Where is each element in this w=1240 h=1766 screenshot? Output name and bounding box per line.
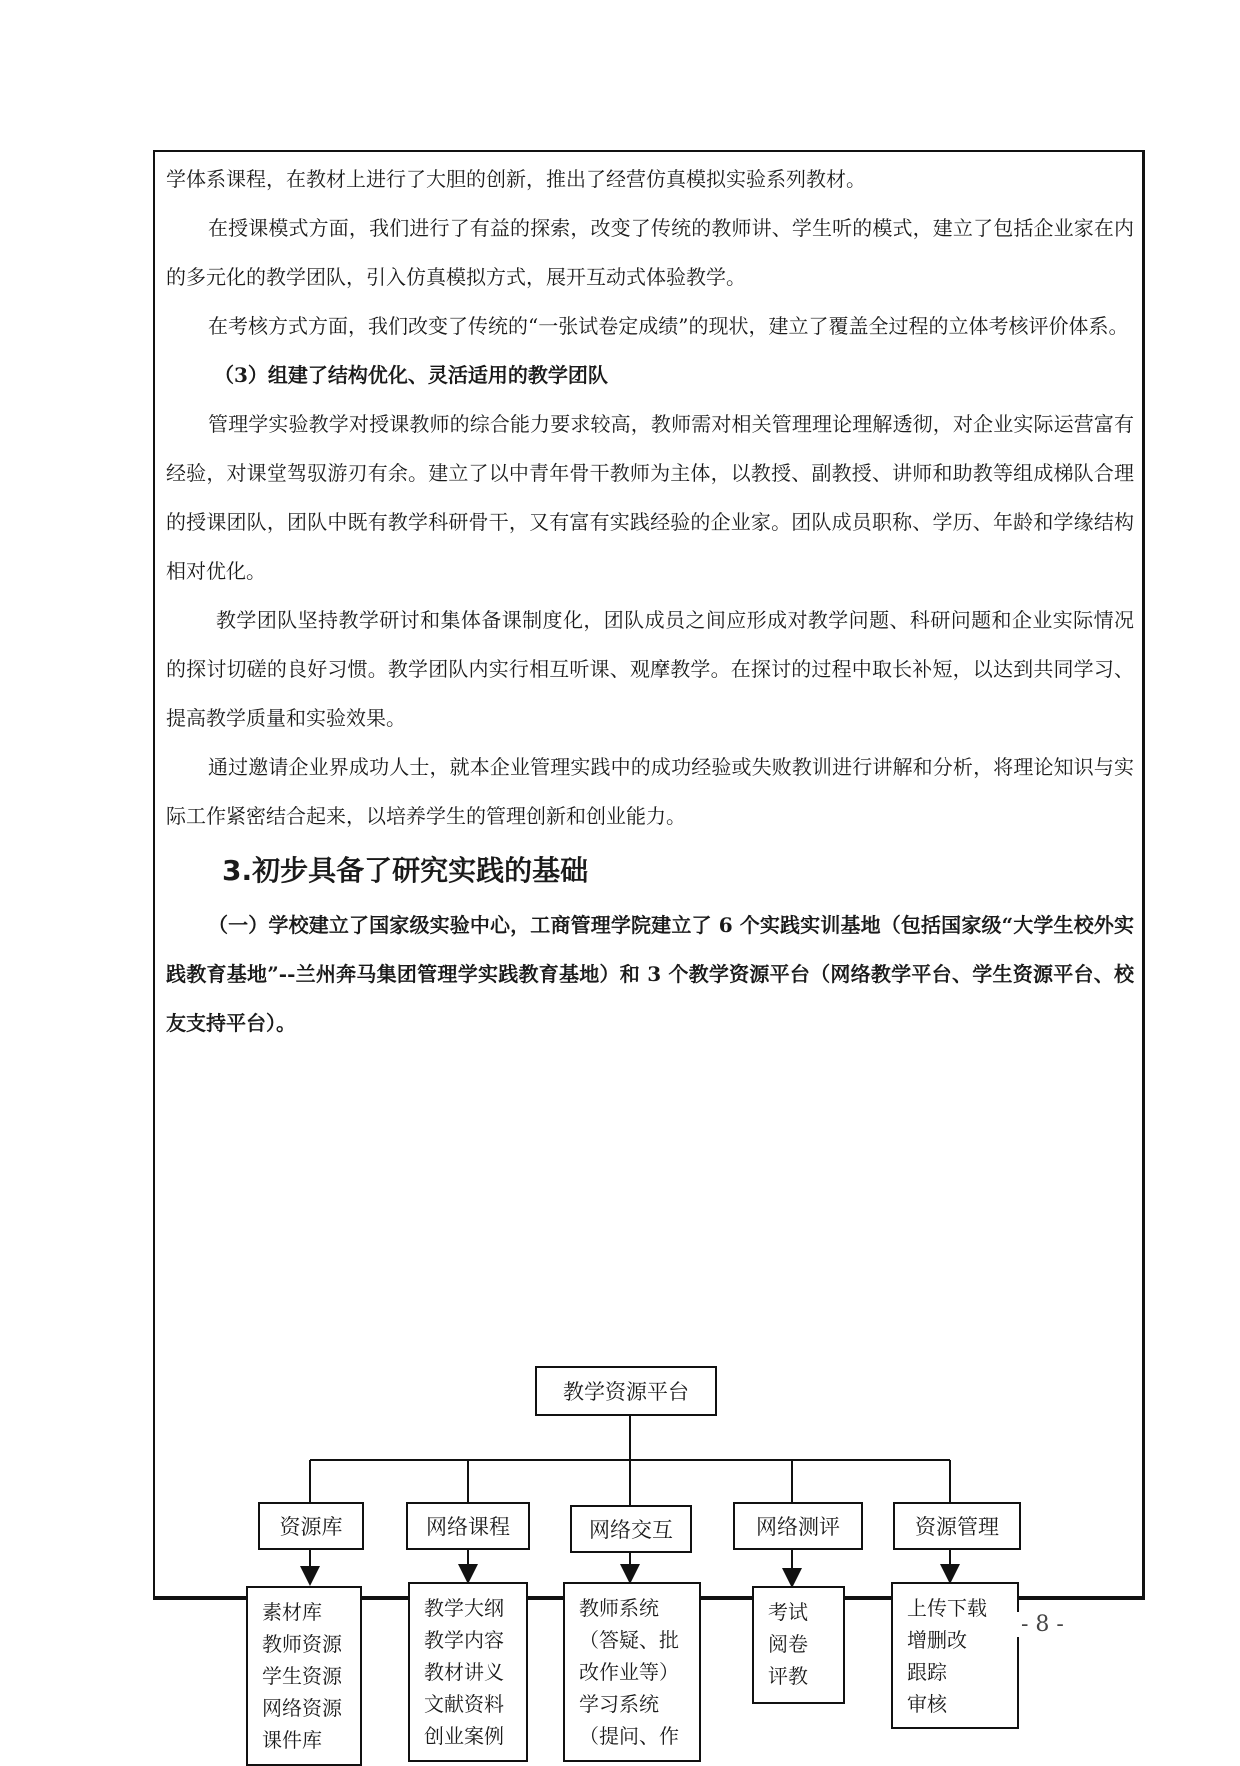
leaf-item: 教师系统: [579, 1596, 659, 1620]
paragraph-7: （一）学校建立了国家级实验中心，工商管理学院建立了 6 个实践实训基地（包括国家级“大学生校外实践教育基地”--兰州奔马集团管理学实践教育基地）和 3 个教学资源平台（网络教学平台、学生资源平台、校友支持平台）。: [166, 913, 1134, 1035]
leaf-item: 教学大纲: [424, 1596, 504, 1620]
leaf-item: 增删改: [907, 1628, 967, 1652]
branch-label: 网络交互: [589, 1518, 673, 1542]
leaf-box-online-course: [408, 1582, 528, 1762]
leaf-box-resource-management: [891, 1582, 1019, 1729]
diagram-root-label: 教学资源平台: [563, 1380, 689, 1404]
leaf-item: （提问、作: [579, 1724, 679, 1748]
subheading-teaching-team: （3）组建了结构优化、灵活适用的教学团队: [214, 363, 608, 387]
branch-label: 资源管理: [915, 1515, 999, 1539]
leaf-item: 学生资源: [262, 1664, 342, 1688]
branch-box: [258, 1502, 364, 1550]
paragraph-5: 教学团队坚持教学研讨和集体备课制度化，团队成员之间应形成对教学问题、科研问题和企业实际情况的探讨切磋的良好习惯。教学团队内实行相互听课、观摩教学。在探讨的过程中取长补短，以达到共同学习、提高教学质量和实验效果。: [166, 608, 1134, 730]
branch-label: 网络测评: [756, 1515, 840, 1539]
leaf-box-online-assessment: [752, 1586, 845, 1704]
leaf-item: 文献资料: [424, 1692, 504, 1716]
leaf-box-online-interaction: [563, 1582, 701, 1762]
branch-label: 资源库: [279, 1515, 343, 1539]
leaf-item: 教师资源: [262, 1632, 342, 1656]
leaf-item: 阅卷: [768, 1632, 808, 1656]
branch-box: [570, 1505, 692, 1553]
leaf-item: （答疑、批: [579, 1628, 679, 1652]
branch-box: [733, 1502, 863, 1550]
leaf-item: 网络资源: [262, 1696, 342, 1720]
leaf-item: 审核: [907, 1692, 947, 1716]
branch-box: [406, 1502, 530, 1550]
paragraph-1: 学体系课程，在教材上进行了大胆的创新，推出了经营仿真模拟实验系列教材。: [166, 167, 866, 191]
leaf-item: 教学内容: [424, 1628, 504, 1652]
leaf-item: 创业案例: [424, 1724, 504, 1748]
diagram-root-box: [535, 1366, 717, 1416]
leaf-item: 上传下载: [907, 1596, 987, 1620]
leaf-item: 评教: [768, 1664, 808, 1688]
leaf-item: 改作业等）: [579, 1660, 679, 1684]
leaf-item: 课件库: [262, 1728, 322, 1752]
branch-box: [893, 1502, 1021, 1550]
document-body: [166, 155, 1134, 1048]
branch-label: 网络课程: [426, 1515, 510, 1539]
page-number: - 8 -: [1017, 1612, 1068, 1637]
leaf-item: 素材库: [262, 1600, 322, 1624]
leaf-box-resource-library: [246, 1586, 362, 1766]
paragraph-3: 在考核方式方面，我们改变了传统的“一张试卷定成绩”的现状，建立了覆盖全过程的立体考核评价体系。: [208, 314, 1129, 338]
paragraph-2: 在授课模式方面，我们进行了有益的探索，改变了传统的教师讲、学生听的模式，建立了包括企业家在内的多元化的教学团队，引入仿真模拟方式，展开互动式体验教学。: [166, 216, 1134, 289]
leaf-item: 跟踪: [907, 1660, 947, 1684]
leaf-item: 考试: [768, 1600, 808, 1624]
leaf-item: 学习系统: [579, 1692, 659, 1716]
paragraph-4: 管理学实验教学对授课教师的综合能力要求较高，教师需对相关管理理论理解透彻，对企业实际运营富有经验，对课堂驾驭游刃有余。建立了以中青年骨干教师为主体，以教授、副教授、讲师和助教等组成梯队合理的授课团队，团队中既有教学科研骨干，又有富有实践经验的企业家。团队成员职称、学历、年龄和学缘结构相对优化。: [166, 412, 1134, 583]
leaf-item: 教材讲义: [424, 1660, 504, 1684]
paragraph-6: 通过邀请企业界成功人士，就本企业管理实践中的成功经验或失败教训进行讲解和分析，将理论知识与实际工作紧密结合起来，以培养学生的管理创新和创业能力。: [166, 755, 1134, 828]
section-title: 3.初步具备了研究实践的基础: [222, 854, 589, 887]
